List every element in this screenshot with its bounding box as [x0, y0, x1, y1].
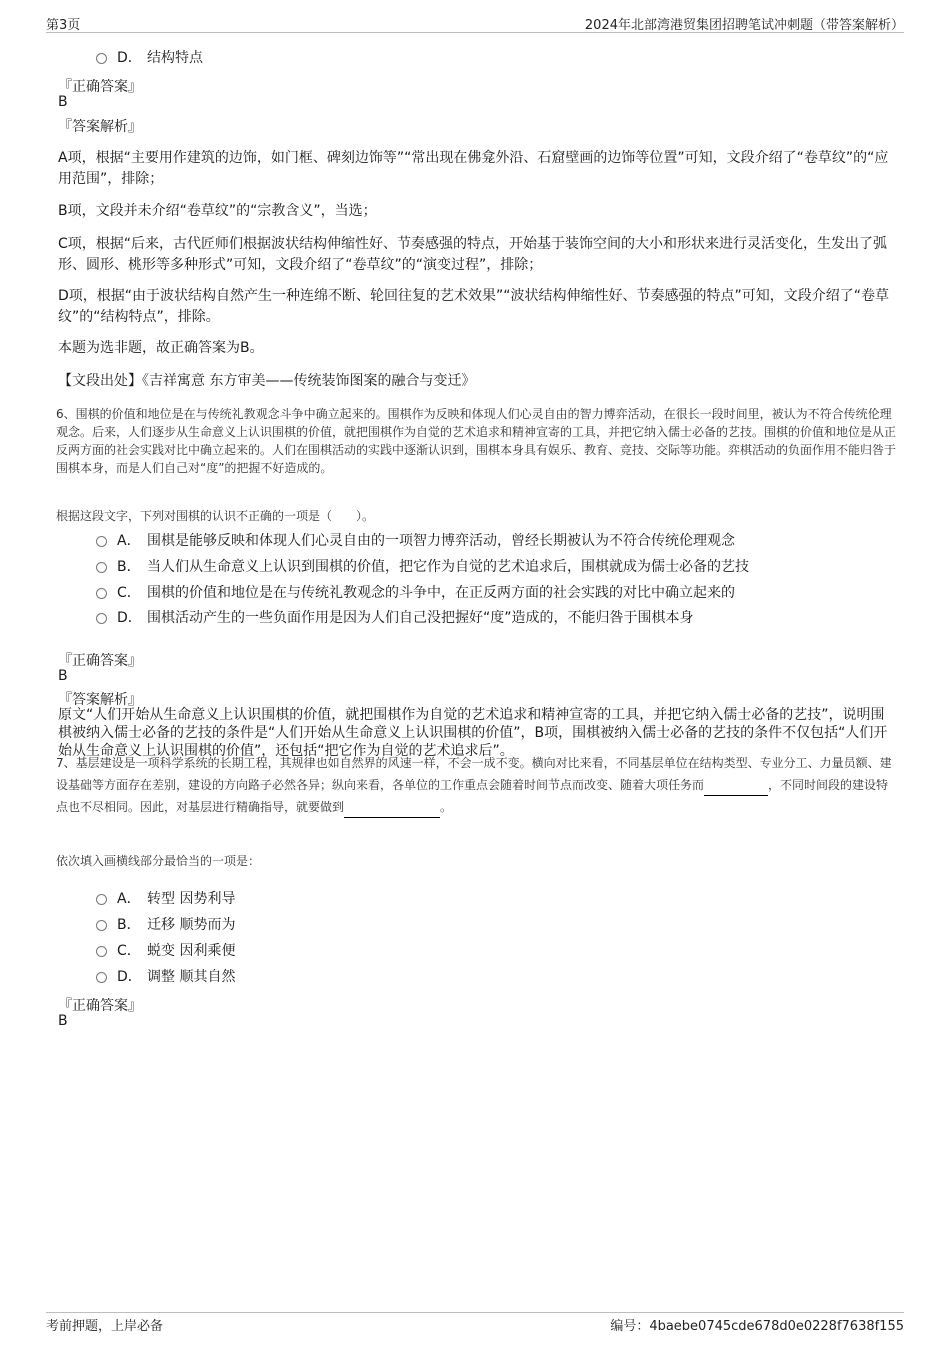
option-letter: C．: [117, 943, 141, 959]
option-letter: B．: [117, 917, 141, 933]
document-title: 2024年北部湾港贸集团招聘笔试冲刺题（带答案解析）: [584, 18, 904, 33]
q6-analysis: 原文“人们开始从生命意义上认识围棋的价值，就把围棋作为自觉的艺术追求和精神宣寄的工具，并把它纳入儒士必备的艺技”，说明围棋被纳入儒士必备的艺技的条件是“人们开始从生命意义上认识围棋的价值”，B项，围棋被纳入儒士必备的艺技的条件不仅包括“人们开始从生命意义上认识围棋的价值”，还包括“把它作为自觉的艺术追求后”。: [58, 707, 888, 759]
option-letter: A．: [117, 533, 141, 549]
q6-stem: 6、围棋的价值和地位是在与传统礼教观念斗争中确立起来的。围棋作为反映和体现人们心灵自由的智力博弈活动，在很长一段时间里，被认为不符合传统伦理观念。后来，人们逐步从生命意义上认识围棋的价值，就把围棋作为自觉的艺术追求和精神宣寄的工具，并把它纳入儒士必备的艺技。围棋的价值和地位是从正反两方面的社会实践对比中确立起来的。人们在围棋活动的实践中逐渐认识到，围棋本身具有娱乐、教育、竞技、交际等功能。弈棋活动的负面作用不能归咎于围棋本身，而是人们自己对“度”的把握不好造成的。: [56, 407, 897, 475]
radio-icon[interactable]: [96, 613, 107, 624]
q5-analysis-label: 『答案解析』: [58, 119, 142, 135]
option-text: 调整 顺其自然: [147, 969, 236, 985]
option-letter: D．: [117, 610, 142, 626]
option-letter: A．: [117, 891, 141, 907]
q7-answer: B: [58, 1013, 68, 1029]
option-text: 围棋活动产生的一些负面作用是因为人们自己没把握好“度”造成的，不能归咎于围棋本身: [147, 610, 694, 626]
q7-stem-part1: 7、基层建设是一项科学系统的长期工程，其规律也如自然界的风速一样，不会一成不变。横向对比来看，不同基层单位在结构类型、专业分工、力量员额、建设基础等方面存在差别，建设的方向路子必然各异；纵向来看，各单位的工作重点会随着时间节点而改变、随着大项任务而: [56, 756, 892, 792]
q6-analysis-label: 『答案解析』: [58, 692, 142, 708]
page-number: 第3页: [46, 18, 81, 33]
q5-analysis-b: B项，文段并未介绍“卷草纹”的“宗教含义”，当选；: [58, 203, 377, 219]
option-letter: B．: [117, 559, 141, 575]
q5-source: 【文段出处】《吉祥寓意 东方审美——传统装饰图案的融合与变迁》: [58, 373, 476, 389]
q7-answer-label: 『正确答案』: [58, 998, 142, 1014]
option-text: 围棋是能够反映和体现人们心灵自由的一项智力博弈活动，曾经长期被认为不符合传统伦理观念: [147, 533, 735, 549]
radio-icon[interactable]: [96, 920, 107, 931]
radio-icon[interactable]: [96, 53, 107, 64]
option-text: 蜕变 因利乘便: [147, 943, 236, 959]
option-text: 结构特点: [147, 50, 203, 66]
q6-option-b[interactable]: [96, 556, 749, 576]
q7-question: 依次填入画横线部分最恰当的一项是：: [56, 854, 261, 868]
q5-analysis-a: A项，根据“主要用作建筑的边饰，如门框、碑刻边饰等”“常出现在佛龛外沿、石窟壁画的边饰等位置”可知，文段介绍了“卷草纹”的“应用范围”，排除；: [58, 150, 889, 187]
footer-slogan: 考前押题，上岸必备: [46, 1319, 164, 1334]
option-letter: C．: [117, 585, 141, 601]
header-divider: [46, 32, 904, 33]
radio-icon[interactable]: [96, 894, 107, 905]
q5-answer: B: [58, 94, 68, 110]
option-text: 围棋的价值和地位是在与传统礼教观念的斗争中，在正反两方面的社会实践的对比中确立起来的: [147, 585, 735, 601]
option-text: 当人们从生命意义上认识到围棋的价值，把它作为自觉的艺术追求后，围棋就成为儒士必备的艺技: [147, 559, 749, 575]
radio-icon[interactable]: [96, 972, 107, 983]
q7-option-b[interactable]: [96, 914, 235, 934]
q5-analysis-c: C项，根据“后来，古代匠师们根据波状结构伸缩性好、节奏感强的特点，开始基于装饰空间的大小和形状来进行灵活变化，生发出了弧形、圆形、桃形等多种形式”可知，文段介绍了“卷草纹”的“演变过程”，排除；: [58, 236, 888, 273]
q7-option-d[interactable]: [96, 966, 235, 986]
fill-blank-1[interactable]: [704, 781, 768, 796]
option-letter: D．: [117, 969, 142, 985]
q5-option-d[interactable]: [96, 47, 203, 67]
q5-answer-label: 『正确答案』: [58, 79, 142, 95]
radio-icon[interactable]: [96, 536, 107, 547]
q7-stem-part2: ，不同时间段的建设特点也不尽相同。因此，对基层进行精确指导，就要做到: [56, 778, 889, 814]
q6-option-c[interactable]: [96, 582, 735, 602]
q6-question: 根据这段文字，下列对围棋的认识不正确的一项是（ ）。: [56, 509, 375, 523]
option-letter: D．: [117, 50, 142, 66]
footer-divider: [46, 1312, 904, 1313]
radio-icon[interactable]: [96, 588, 107, 599]
q5-conclusion: 本题为选非题，故正确答案为B。: [58, 340, 264, 356]
fill-blank-2[interactable]: [344, 803, 440, 818]
document-code: 编号：4baebe0745cde678d0e0228f7638f155: [610, 1319, 904, 1334]
option-text: 转型 因势利导: [147, 891, 236, 907]
q7-option-a[interactable]: [96, 888, 235, 908]
radio-icon[interactable]: [96, 562, 107, 573]
q6-answer-label: 『正确答案』: [58, 653, 142, 669]
q6-option-a[interactable]: [96, 530, 735, 550]
q7-stem: [56, 752, 896, 818]
q7-stem-end: 。: [440, 800, 453, 814]
radio-icon[interactable]: [96, 946, 107, 957]
q6-answer: B: [58, 668, 68, 684]
option-text: 迁移 顺势而为: [147, 917, 236, 933]
q7-option-c[interactable]: [96, 940, 235, 960]
q5-analysis-d: D项，根据“由于波状结构自然产生一种连绵不断、轮回往复的艺术效果”“波状结构伸缩性好、节奏感强的特点”可知，文段介绍了“卷草纹”的“结构特点”，排除。: [58, 288, 890, 325]
q6-option-d[interactable]: [96, 607, 694, 627]
